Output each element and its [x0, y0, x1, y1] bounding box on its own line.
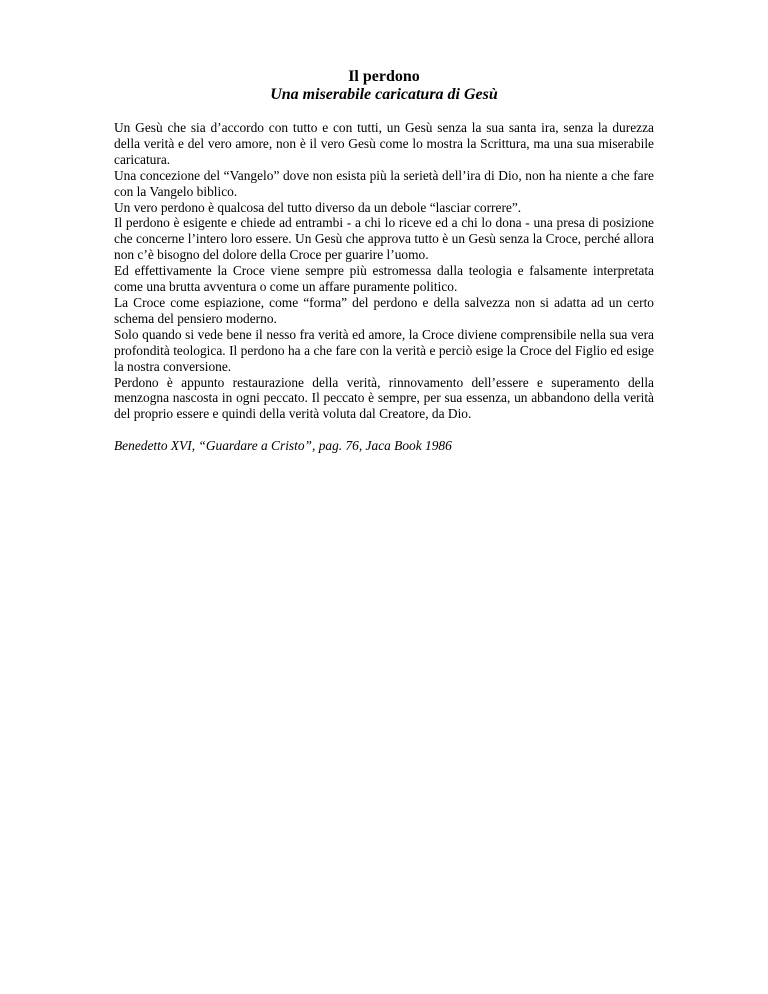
paragraph: Un vero perdono è qualcosa del tutto diverso da un debole “lasciar correre”.	[114, 199, 522, 215]
citation: Benedetto XVI, “Guardare a Cristo”, pag. 76, Jaca Book 1986	[114, 438, 452, 454]
document-subtitle: Una miserabile caricatura di Gesù	[270, 86, 498, 103]
paragraph: Solo quando si vede bene il nesso fra verità ed amore, la Croce diviene comprensibile nella sua vera profondità teologica. Il perdono ha a che fare con la verità e perciò esige la Croce del Figlio ed esige la nostra conversione.	[114, 326, 654, 374]
paragraph: Perdono è appunto restaurazione della verità, rinnovamento dell’essere e superamento della menzogna nascosta in ogni peccato. Il peccato è sempre, per sua essenza, un abbandono della verità del proprio essere e quindi della verità voluta dal Creatore, da Dio.	[114, 374, 654, 422]
paragraph: La Croce come espiazione, come “forma” del perdono e della salvezza non si adatta ad un certo schema del pensiero moderno.	[114, 294, 654, 326]
paragraph: Un Gesù che sia d’accordo con tutto e con tutti, un Gesù senza la sua santa ira, senza la durezza della verità e del vero amore, non è il vero Gesù come lo mostra la Scrittura, ma una sua miserabile caricatura.	[114, 120, 654, 167]
paragraph: Una concezione del “Vangelo” dove non esista più la serietà dell’ira di Dio, non ha niente a che fare con la Vangelo biblico.	[114, 167, 654, 199]
paragraph: Ed effettivamente la Croce viene sempre più estromessa dalla teologia e falsamente interpretata come una brutta avventura o come un affare puramente politico.	[114, 263, 654, 295]
document-page	[114, 68, 654, 454]
paragraph: Il perdono è esigente e chiede ad entrambi - a chi lo riceve ed a chi lo dona - una presa di posizione che concerne l’intero loro essere. Un Gesù che approva tutto è un Gesù senza la Croce, perché allora non c’è bisogno del dolore della Croce per guarire l’uomo.	[114, 215, 654, 263]
document-body	[114, 120, 654, 422]
document-title: Il perdono	[348, 68, 420, 85]
